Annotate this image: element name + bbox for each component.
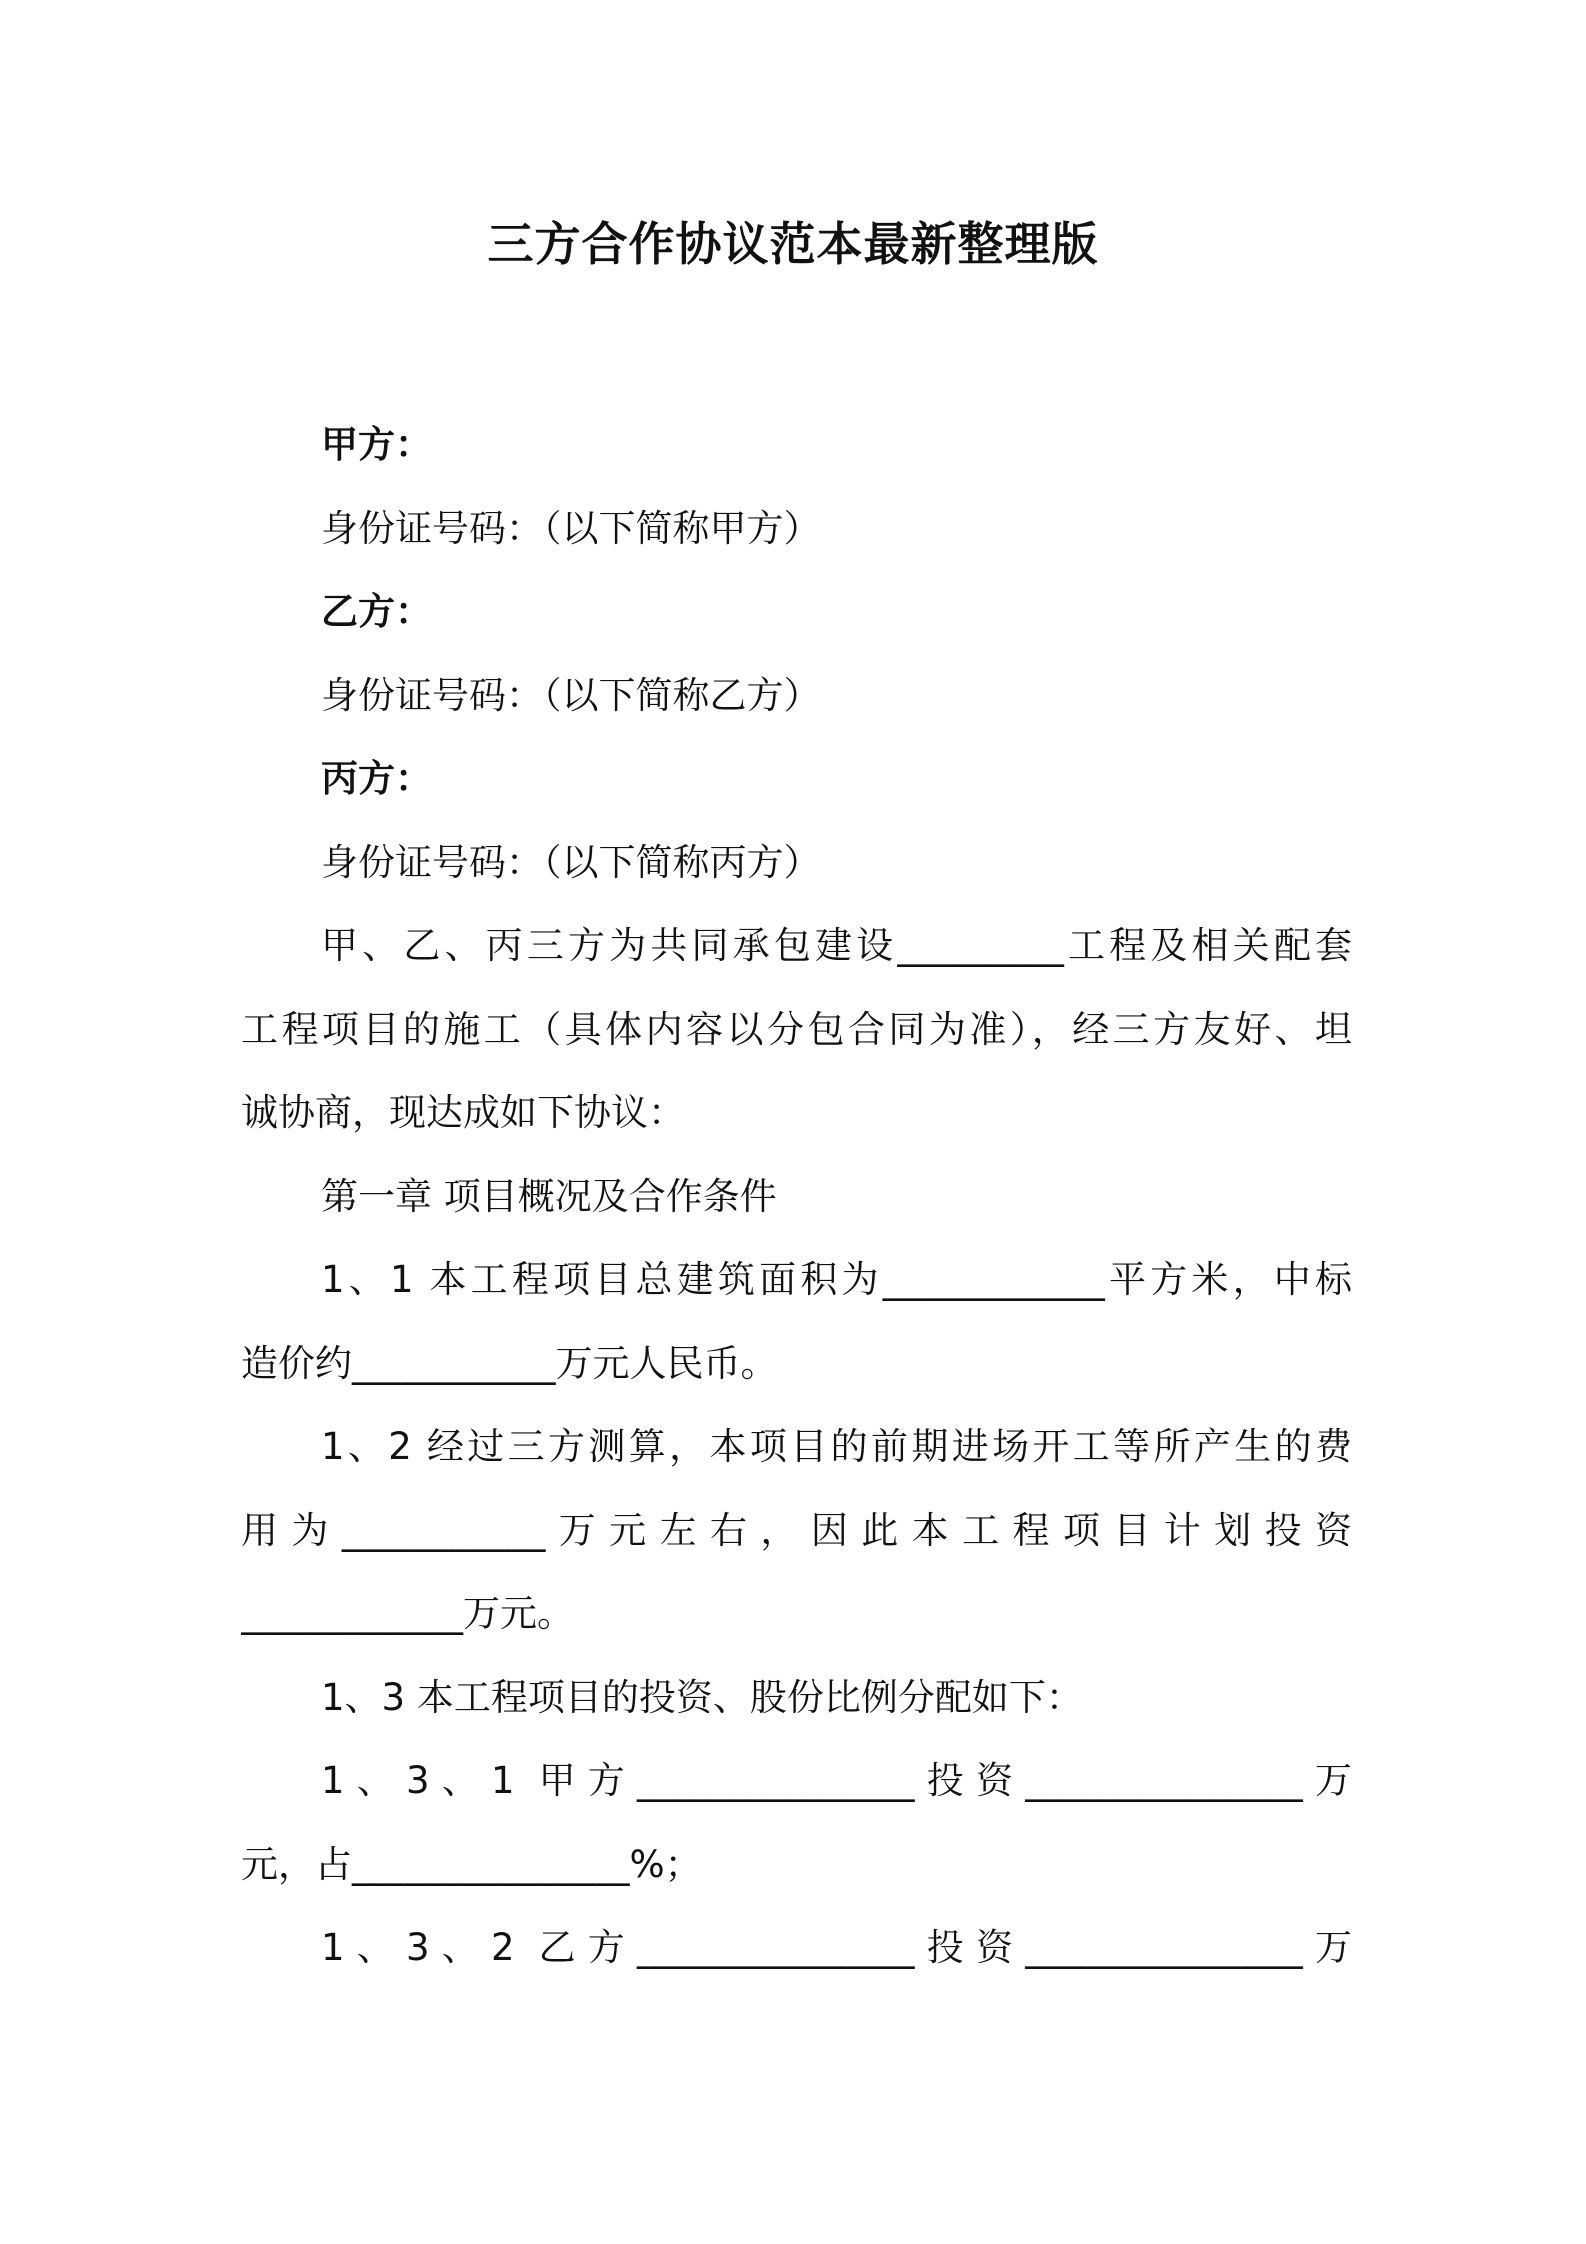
clause-1-2-line-1: 1、2 经过三方测算，本项目的前期进场开工等所产生的费	[321, 1425, 1352, 1468]
party-a-label: 甲方：	[321, 423, 432, 466]
intro-paragraph-line-2: 工程项目的施工（具体内容以分包合同为准），经三方友好、坦	[241, 1007, 1352, 1051]
clause-1-3-1-line-1: 1、3、1 甲方_______________投资_______________万	[321, 1759, 1352, 1802]
clause-1-2-line-3: ____________万元。	[241, 1592, 574, 1635]
clause-1-3-heading: 1、3 本工程项目的投资、股份比例分配如下：	[321, 1675, 1083, 1719]
chapter-one-heading: 第一章 项目概况及合作条件	[321, 1174, 777, 1218]
party-c-id-line: 身份证号码：（以下简称丙方）	[321, 840, 821, 884]
clause-1-3-2-line-1: 1、3、2 乙方_______________投资_______________万	[321, 1926, 1352, 1969]
clause-1-2-line-2: 用为___________万元左右，因此本工程项目计划投资	[241, 1508, 1352, 1552]
party-b-label: 乙方：	[321, 590, 432, 633]
party-b-id-line: 身份证号码：（以下简称乙方）	[321, 673, 821, 717]
party-a-id-line: 身份证号码：（以下简称甲方）	[321, 506, 821, 550]
document-body	[241, 403, 1352, 1990]
intro-paragraph-line-1: 甲、乙、丙三方为共同承包建设_________工程及相关配套	[321, 924, 1352, 967]
clause-1-3-1-line-2: 元，占_______________%；	[241, 1842, 702, 1886]
clause-1-1-line-2: 造价约___________万元人民币。	[241, 1341, 778, 1385]
intro-paragraph-line-3: 诚协商，现达成如下协议：	[241, 1091, 685, 1134]
party-c-label: 丙方：	[321, 757, 432, 800]
document-title: 三方合作协议范本最新整理版	[487, 217, 1099, 271]
clause-1-1-line-1: 1、1 本工程项目总建筑面积为____________平方米，中标	[321, 1258, 1352, 1301]
